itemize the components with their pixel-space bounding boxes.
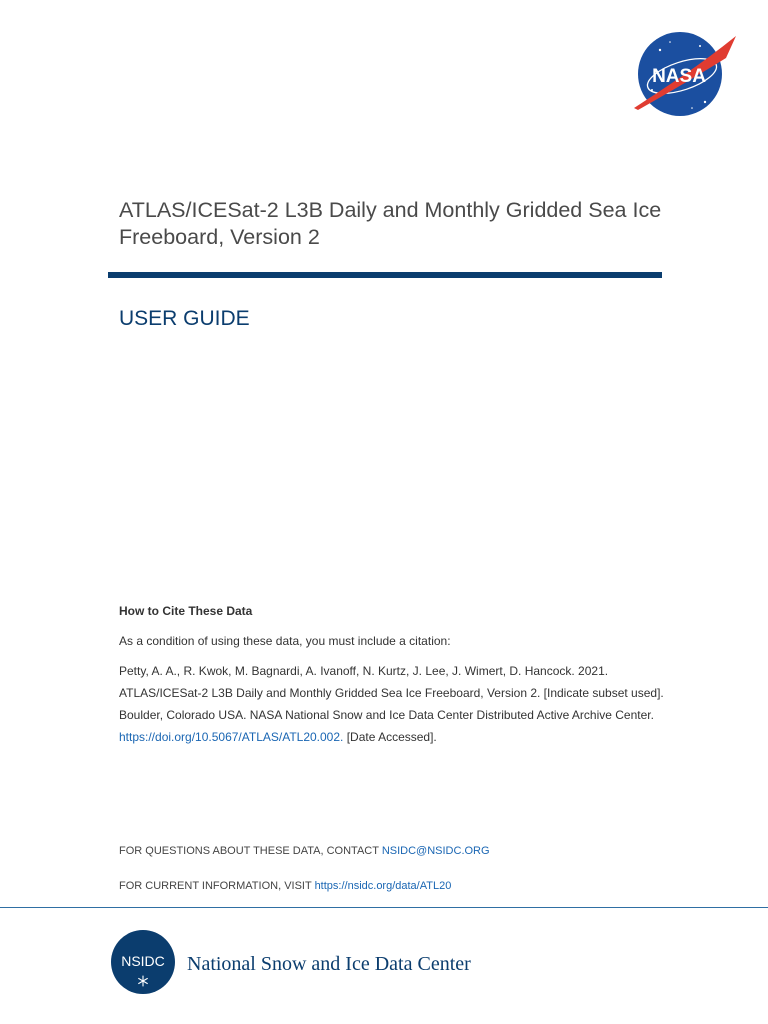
title-divider [108,272,662,278]
nsidc-name: National Snow and Ice Data Center [187,953,471,975]
contact-questions-label: FOR QUESTIONS ABOUT THESE DATA, CONTACT [119,845,382,857]
citation-text [119,660,679,748]
footer-divider [0,907,768,908]
contact-info [119,879,451,893]
dataset-page-link[interactable]: https://nsidc.org/data/ATL20 [314,880,452,892]
doi-link[interactable]: https://doi.org/10.5067/ATLAS/ATL20.002. [119,730,344,744]
contact-email-link[interactable]: NSIDC@NSIDC.ORG [381,845,490,857]
document-title: ATLAS/ICESat-2 L3B Daily and Monthly Gridded Sea Ice Freeboard, Version 2 [119,198,662,249]
contact-questions [119,844,490,858]
nsidc-logo [110,929,176,995]
citation-intro: As a condition of using these data, you must include a citation: [119,634,451,648]
nasa-logo [630,30,738,118]
contact-info-label: FOR CURRENT INFORMATION, VISIT [119,880,315,892]
document-subtitle: USER GUIDE [119,307,250,330]
nsidc-logo-text: NSIDC [121,953,165,969]
nasa-logo-text: NASA [652,66,706,87]
citation-date-accessed: [Date Accessed]. [343,730,437,744]
citation-heading: How to Cite These Data [119,604,253,618]
citation-body: Petty, A. A., R. Kwok, M. Bagnardi, A. Ivanoff, N. Kurtz, J. Lee, J. Wimert, D. Hancock. 2021. ATLAS/ICESat-2 L3B Daily and Monthly Gridded Sea Ice Freeboard, Version 2. [Indicate subset used]. Boulder, Colorado USA. NASA National Snow and Ice Data Center Distributed Active Archive Center. [119,664,664,722]
citation-section [119,600,679,748]
